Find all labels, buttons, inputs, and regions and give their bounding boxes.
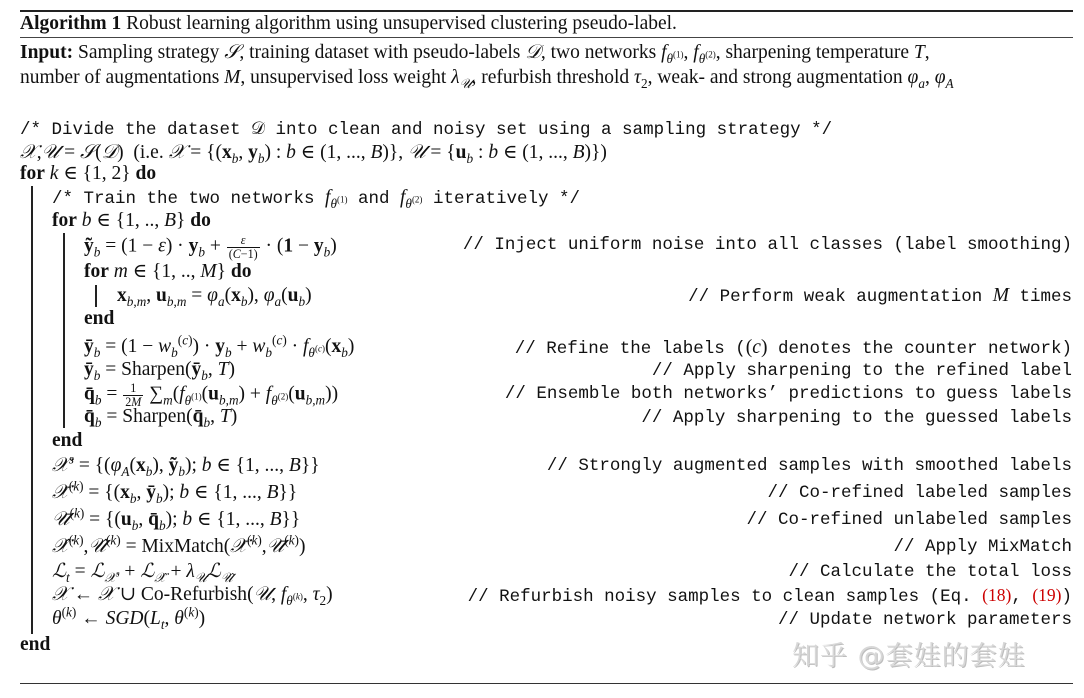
algo-line-7: for m ∈ {1, .., M} do (84, 261, 252, 282)
comment-inject: // Inject uniform noise into all classes (label smoothing) (462, 235, 1072, 255)
keyword-end: end (84, 308, 115, 329)
caption-rule (20, 37, 1073, 38)
comment-refine: // Refine the labels ((c) denotes the counter network) (514, 337, 1072, 359)
algo-line-4: /* Train the two networks $f_{\theta^{(1)}}$ and $f_{\theta^{(2)}}$ iteratively */ (52, 187, 580, 211)
algo-line-18: 𝒳̂$^{(k)}$,𝒰̂$^{(k)}$ = MixMatch(𝒳̄$^{(k)}$,𝒰̄$^{(k)}$) (52, 532, 306, 557)
comment-total-loss: // Calculate the total loss (788, 562, 1072, 582)
comment-divide: /* Divide the dataset 𝒟 into clean and noisy set using a sampling strategy */ (20, 120, 833, 140)
input-label: Input: (20, 42, 74, 63)
input-text-2: number of augmentations M, unsupervised loss weight $\lambda_𝒰$, refurbish threshold $\tau_2$, weak- and strong augmentation $\varphi_a$, $\varphi_A$ (20, 67, 954, 92)
comment-co-refined-labeled: // Co-refined labeled samples (767, 483, 1072, 503)
algo-line-1 (20, 118, 832, 141)
algo-line-3: for k ∈ {1, 2} do (20, 163, 157, 184)
algo-line-22: end (20, 634, 51, 655)
algorithm-number: Algorithm 1 (20, 13, 122, 34)
comment-refurbish: // Refurbish noisy samples to clean samples (Eq. (18), (19)) (467, 585, 1072, 607)
algo-line-19: ℒ$_t$ = ℒ$_{𝒳^s}$ + ℒ$_{𝒳̂}$ + $\lambda_𝒰ℒ_{𝒰̂}$ (52, 559, 233, 586)
algo-line-17: 𝒰̄$^{(k)}$ = {($u_b$, $q̄_b$); b ∈ {1, ..., B}} (52, 505, 301, 533)
algo-line-21: $\theta^{(k)}$ ← $SGD(L_t$, $\theta^{(k)}$) (52, 604, 206, 632)
comment-sharpen-refined: // Apply sharpening to the refined label (651, 361, 1072, 381)
algorithm-caption (20, 13, 677, 35)
top-rule (20, 10, 1073, 12)
algo-line-20: 𝒳 ← 𝒳 ∪ Co-Refurbish(𝒰, $f_{\theta^{(k)}}$, $\tau_2$) (52, 582, 333, 608)
keyword-do: do (135, 163, 157, 184)
comment-weak-aug: // Perform weak augmentation M times (688, 285, 1072, 307)
comment-sharpen-guessed: // Apply sharpening to the guessed labels (641, 408, 1072, 428)
algo-line-9 (84, 308, 114, 330)
algo-line-16: 𝒳̄$^{(k)}$ = {($x_b$, $ȳ_b$); b ∈ {1, ..., B}} (52, 478, 298, 506)
algo-line-6: ỹ$_b$ = $(1 - \varepsilon) \cdot y_b$ + $\frac{\varepsilon}{(C-1)}$ · $(1 - y_b)$ (84, 233, 337, 261)
algo-line-8: $x_{b,m}$, $u_{b,m} = \varphi_a(x_b)$, $\varphi_a(u_b)$ (117, 285, 312, 309)
comment-mixmatch: // Apply MixMatch (893, 537, 1072, 557)
algo-line-10: $ȳ_b = (1 - w_b^{(c)}) \cdot y_b + w_b^{(c)} \cdot f_{\theta^{(c)}}(x_b)$ (84, 332, 355, 360)
algo-line-2: 𝒳,𝒰 = 𝒮(𝒟) (i.e. 𝒳 = {($x_b$, $y_b$) : b ∈ (1, ..., B)}, 𝒰 = {$u_b$ : b ∈ (1, ..., B)}) (20, 140, 607, 166)
equation-ref-18[interactable]: (18) (982, 585, 1012, 605)
algo-line-15: 𝒳$^s$ = {($\varphi_A(x_b)$, ỹ$_b$); b ∈ {1, ..., B}} (52, 451, 320, 479)
comment-strong-aug: // Strongly augmented samples with smoothed labels (546, 456, 1072, 476)
input-line-1 (20, 41, 930, 64)
input-line-2 (20, 67, 954, 92)
algo-line-13: $q̄_b$ = $Sharpen(q̄_b$, T) (84, 406, 238, 430)
algo-line-11: $ȳ_b$ = $Sharpen(ȳ_b$, T) (84, 359, 236, 383)
comment-ensemble: // Ensemble both networks’ predictions to guess labels (504, 384, 1072, 404)
comment-update: // Update network parameters (777, 610, 1072, 630)
algorithm-title: Robust learning algorithm using unsupervised clustering pseudo-label. (126, 13, 677, 34)
keyword-for: for (20, 163, 45, 184)
aug-loop-bar (95, 285, 97, 307)
comment-co-refined-unlabeled: // Co-refined unlabeled samples (746, 510, 1072, 530)
algo-line-14: end (52, 430, 83, 451)
algo-line-5: for b ∈ {1, .., B} do (52, 210, 211, 231)
outer-loop-bar (31, 186, 33, 634)
inner-loop-bar (63, 233, 65, 428)
zhihu-watermark: 知乎 @套娃的套娃 (792, 641, 1026, 672)
algo-line-12: $q̄_b$ = $\frac{1}{2M}$ $\sum_m(f_{\theta^{(1)}}(u_{b,m}) + f_{\theta^{(2)}}(u_{b,m}))$ (84, 381, 339, 409)
bottom-rule (20, 683, 1073, 684)
equation-ref-19[interactable]: (19) (1032, 585, 1062, 605)
input-text-1: Sampling strategy 𝒮, training dataset with pseudo-labels 𝒟, two networks $f_{\theta^{(1)}}$, $f_{\theta^{(2)}}$, sharpening temperature T, (78, 40, 930, 66)
